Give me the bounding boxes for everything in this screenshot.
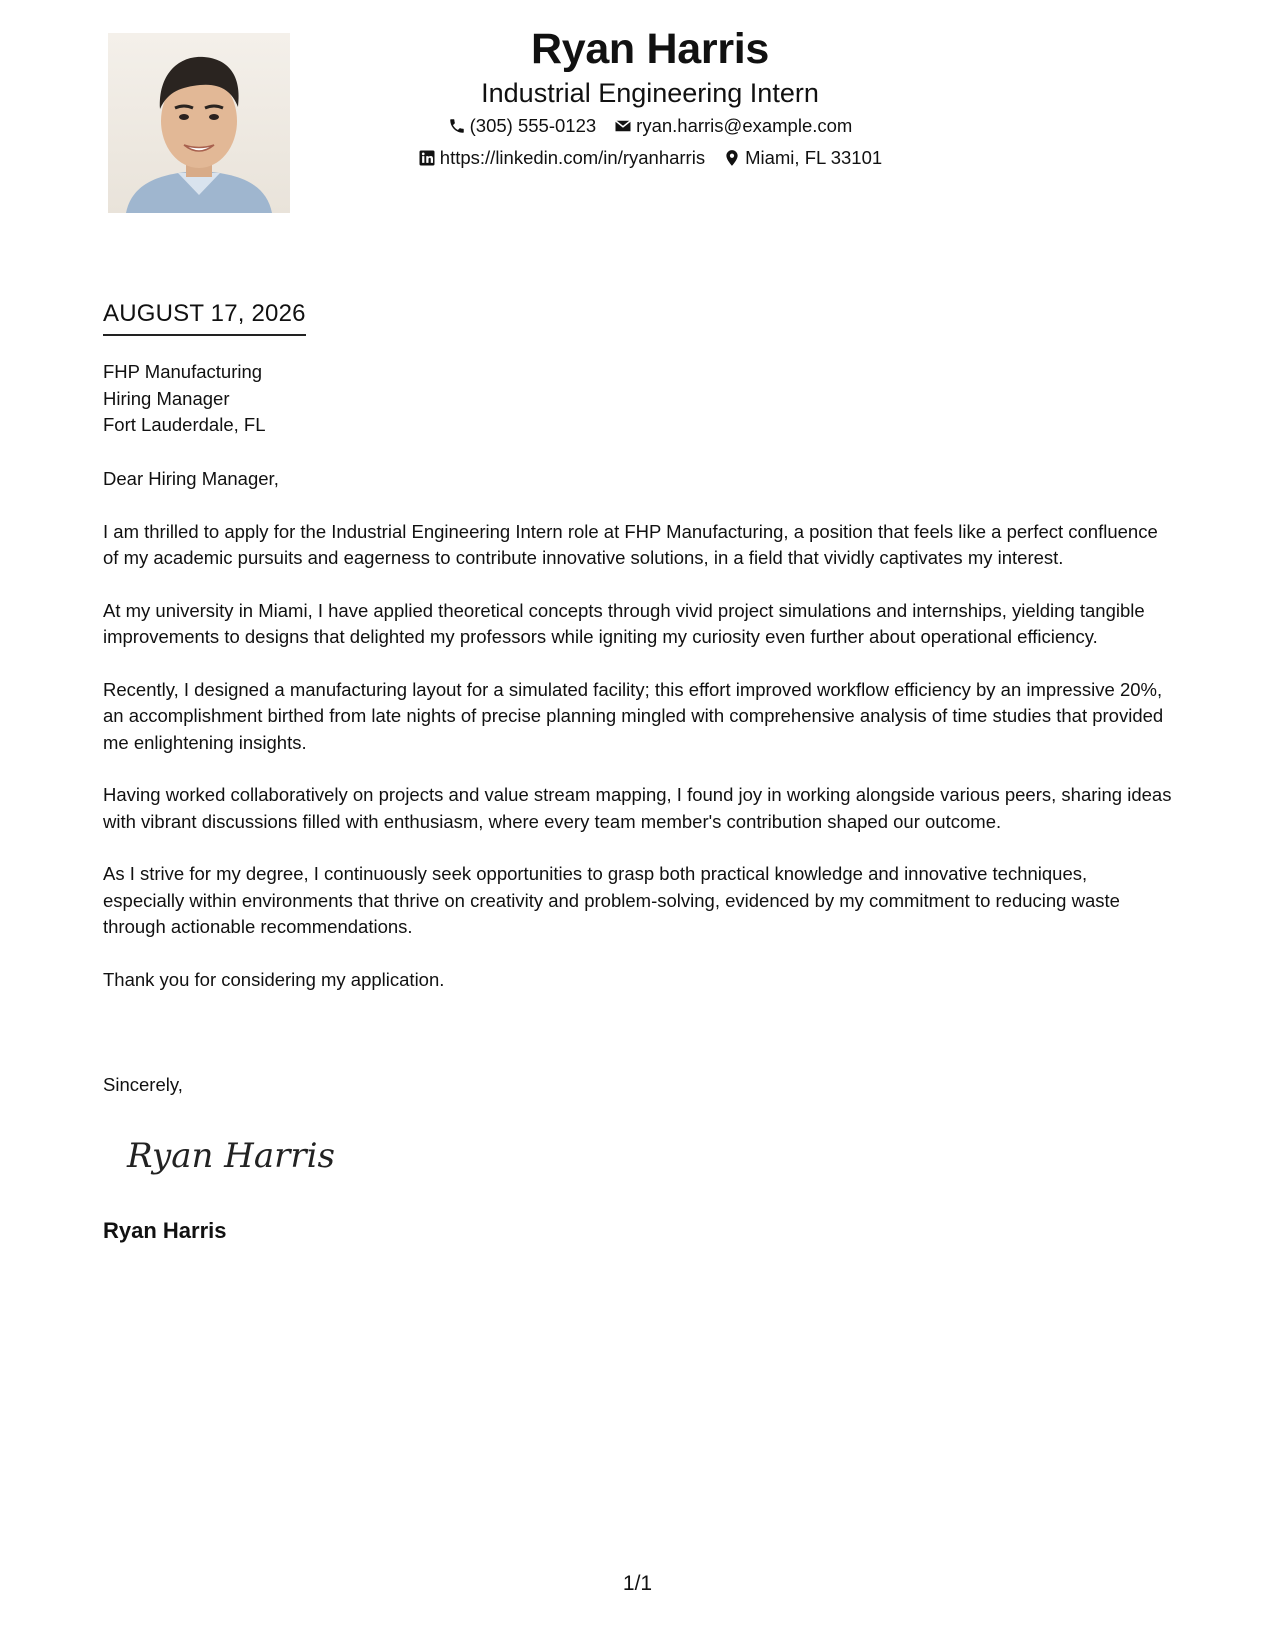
- contact-row-2: [300, 142, 1000, 174]
- phone-number: (305) 555-0123: [469, 115, 597, 136]
- linkedin-contact[interactable]: [418, 142, 705, 174]
- phone-icon: [448, 117, 466, 135]
- linkedin-url[interactable]: https://linkedin.com/in/ryanharris: [439, 147, 706, 168]
- letter-header: [300, 22, 1000, 174]
- signed-name: Ryan Harris: [103, 1218, 227, 1243]
- body-paragraph: As I strive for my degree, I continuously seek opportunities to grasp both practical knowledge and innovative techniques, especially within environments that thrive on creativity and problem-solving, evidenced by my commitment to reducing waste through actionable recommendations.: [103, 863, 1120, 937]
- recipient-block: [103, 359, 265, 439]
- body-paragraph: I am thrilled to apply for the Industrial Engineering Intern role at FHP Manufacturing, a position that feels like a perfect confluence of my academic pursuits and eagerness to contribute innovative solutions, in a field that vividly captivates my interest.: [103, 520, 1158, 568]
- salutation: Dear Hiring Manager,: [103, 468, 279, 489]
- handwritten-signature: [125, 1125, 345, 1185]
- location-text: Miami, FL 33101: [745, 147, 883, 168]
- email-contact[interactable]: [614, 110, 852, 142]
- map-pin-icon: [723, 149, 741, 167]
- page-number: 1/1: [622, 1572, 653, 1595]
- phone-contact: [448, 110, 597, 142]
- envelope-icon: [614, 117, 632, 135]
- location-contact: [723, 142, 882, 174]
- recipient-city: Fort Lauderdale, FL: [103, 414, 266, 435]
- letter-body: [103, 466, 1173, 1019]
- recipient-company: FHP Manufacturing: [103, 361, 263, 382]
- contact-row-1: [300, 110, 1000, 142]
- linkedin-icon: [418, 149, 436, 167]
- closing-line: Sincerely,: [103, 1074, 183, 1095]
- body-paragraph: Having worked collaboratively on projects and value stream mapping, I found joy in working alongside various peers, sharing ideas with vibrant discussions filled with enthusiasm, where every team member's contribution shaped our outcome.: [103, 784, 1172, 832]
- body-paragraph: At my university in Miami, I have applied theoretical concepts through vivid project simulations and internships, yielding tangible improvements to designs that delighted my professors while igniting my curiosity even further about operational efficiency.: [103, 599, 1145, 647]
- thank-you-line: Thank you for considering my application.: [103, 968, 445, 990]
- recipient-role: Hiring Manager: [103, 387, 230, 409]
- applicant-title: Industrial Engineering Intern: [481, 78, 819, 108]
- body-paragraph: Recently, I designed a manufacturing layout for a simulated facility; this effort improved workflow efficiency by an impressive 20%, an accomplishment birthed from late nights of precise planning mingled with comprehensive analysis of time studies that provided me enlightening insights.: [103, 678, 1164, 753]
- email-address[interactable]: ryan.harris@example.com: [636, 115, 853, 136]
- applicant-name: Ryan Harris: [530, 25, 770, 73]
- signature-text: Ryan Harris: [127, 1136, 335, 1176]
- profile-photo: [108, 33, 290, 213]
- letter-date: AUGUST 17, 2026: [103, 300, 306, 336]
